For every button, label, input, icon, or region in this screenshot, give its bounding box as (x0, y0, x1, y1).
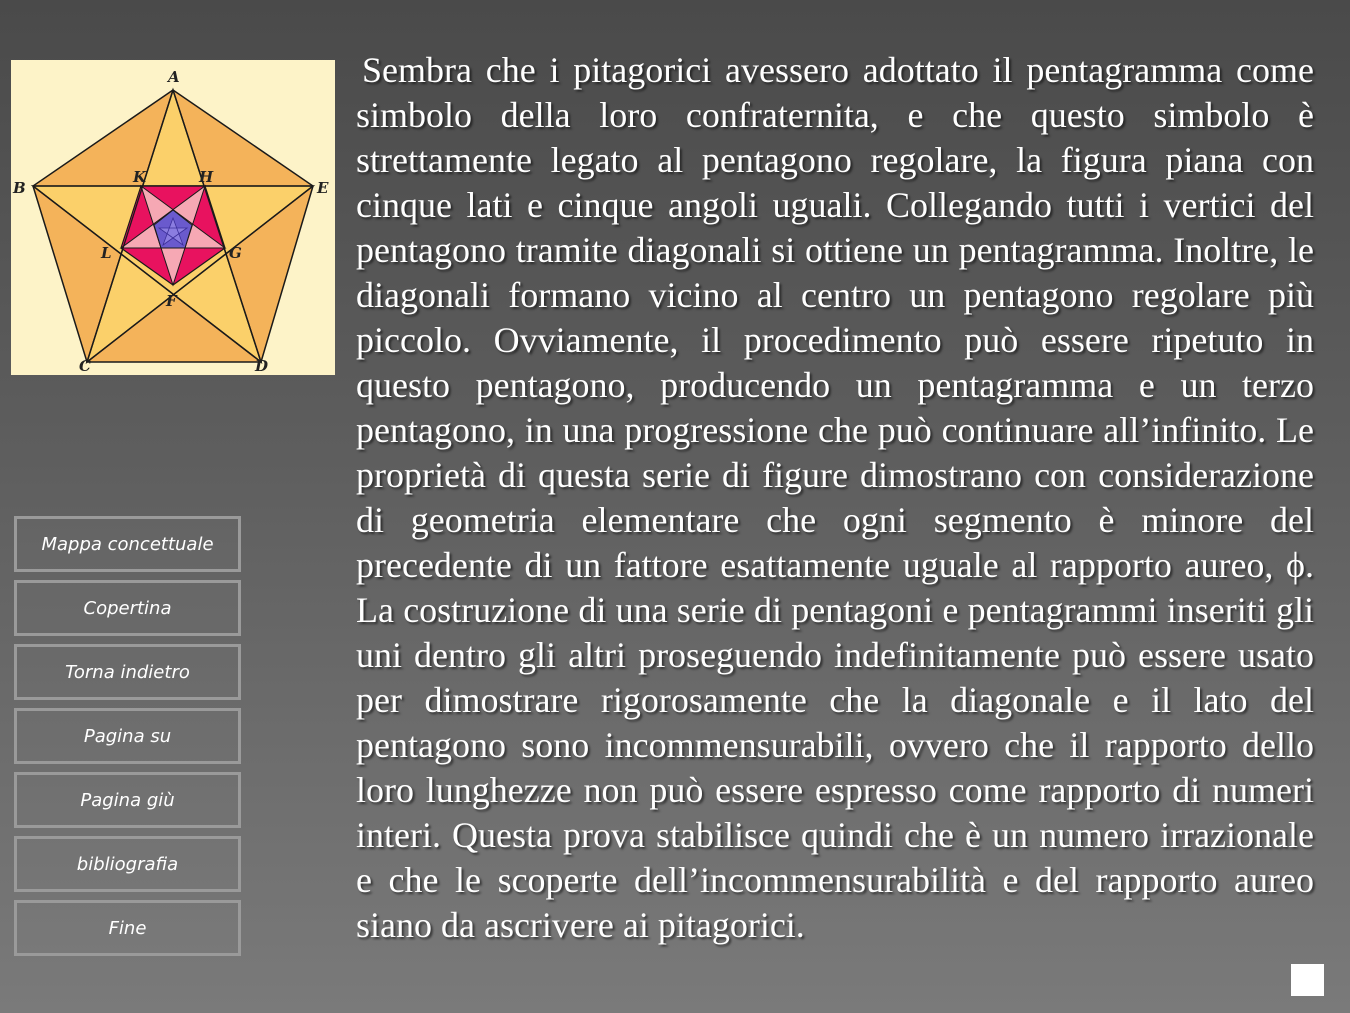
vertex-label-d: D (255, 357, 269, 375)
vertex-label-l: L (101, 244, 112, 262)
nav-button-copertina[interactable]: Copertina (14, 580, 241, 636)
vertex-label-b: B (13, 179, 26, 197)
nav-button-bibliografia[interactable]: bibliografia (14, 836, 241, 892)
vertex-label-c: C (79, 357, 91, 375)
vertex-label-g: G (229, 244, 242, 262)
vertex-label-h: H (199, 168, 214, 186)
pentagon-pentagram-figure (11, 60, 335, 375)
navigation-menu (14, 516, 241, 964)
nav-button-torna-indietro[interactable]: Torna indietro (14, 644, 241, 700)
slide-end-marker (1291, 964, 1324, 996)
vertex-label-f: F (166, 292, 177, 310)
nav-button-fine[interactable]: Fine (14, 900, 241, 956)
nav-button-mappa-concettuale[interactable]: Mappa concettuale (14, 516, 241, 572)
vertex-label-k: K (133, 168, 147, 186)
vertex-label-a: A (168, 68, 180, 86)
vertex-label-e: E (317, 179, 329, 197)
main-paragraph: Sembra che i pitagorici avessero adottato il pentagramma come simbolo della loro confraternita, e che questo simbolo è strettamente legato al pentagono regolare, la figura piana con cinque lati e cinque angoli uguali. Collegando tutti i vertici del pentagono tramite diagonali si ottiene un pentagramma. Inoltre, le diagonali formano vicino al centro un pentagono regolare più piccolo. Ovviamente, il procedimento può essere ripetuto in questo pentagono, producendo un pentagramma e un terzo pentagono, in una progressione che può continuare all’infinito. Le proprietà di questa serie di figure dimostrano con considerazione di geometria elementare che ogni segmento è minore del precedente di un fattore esattamente uguale al rapporto aureo, ϕ. La costruzione di una serie di pentagoni e pentagrammi inseriti gli uni dentro gli altri proseguendo indefinitamente può essere usato per dimostrare rigorosamente che la diagonale e il lato del pentagono sono incommensurabili, ovvero che il rapporto dello loro lunghezze non può essere espresso come rapporto di numeri interi. Questa prova stabilisce quindi che è un numero irrazionale e che le scoperte dell’incommensurabilità e del rapporto aureo siano da ascrivere ai pitagorici. (356, 50, 1314, 945)
nav-button-pagina-giu[interactable]: Pagina giù (14, 772, 241, 828)
nav-button-pagina-su[interactable]: Pagina su (14, 708, 241, 764)
